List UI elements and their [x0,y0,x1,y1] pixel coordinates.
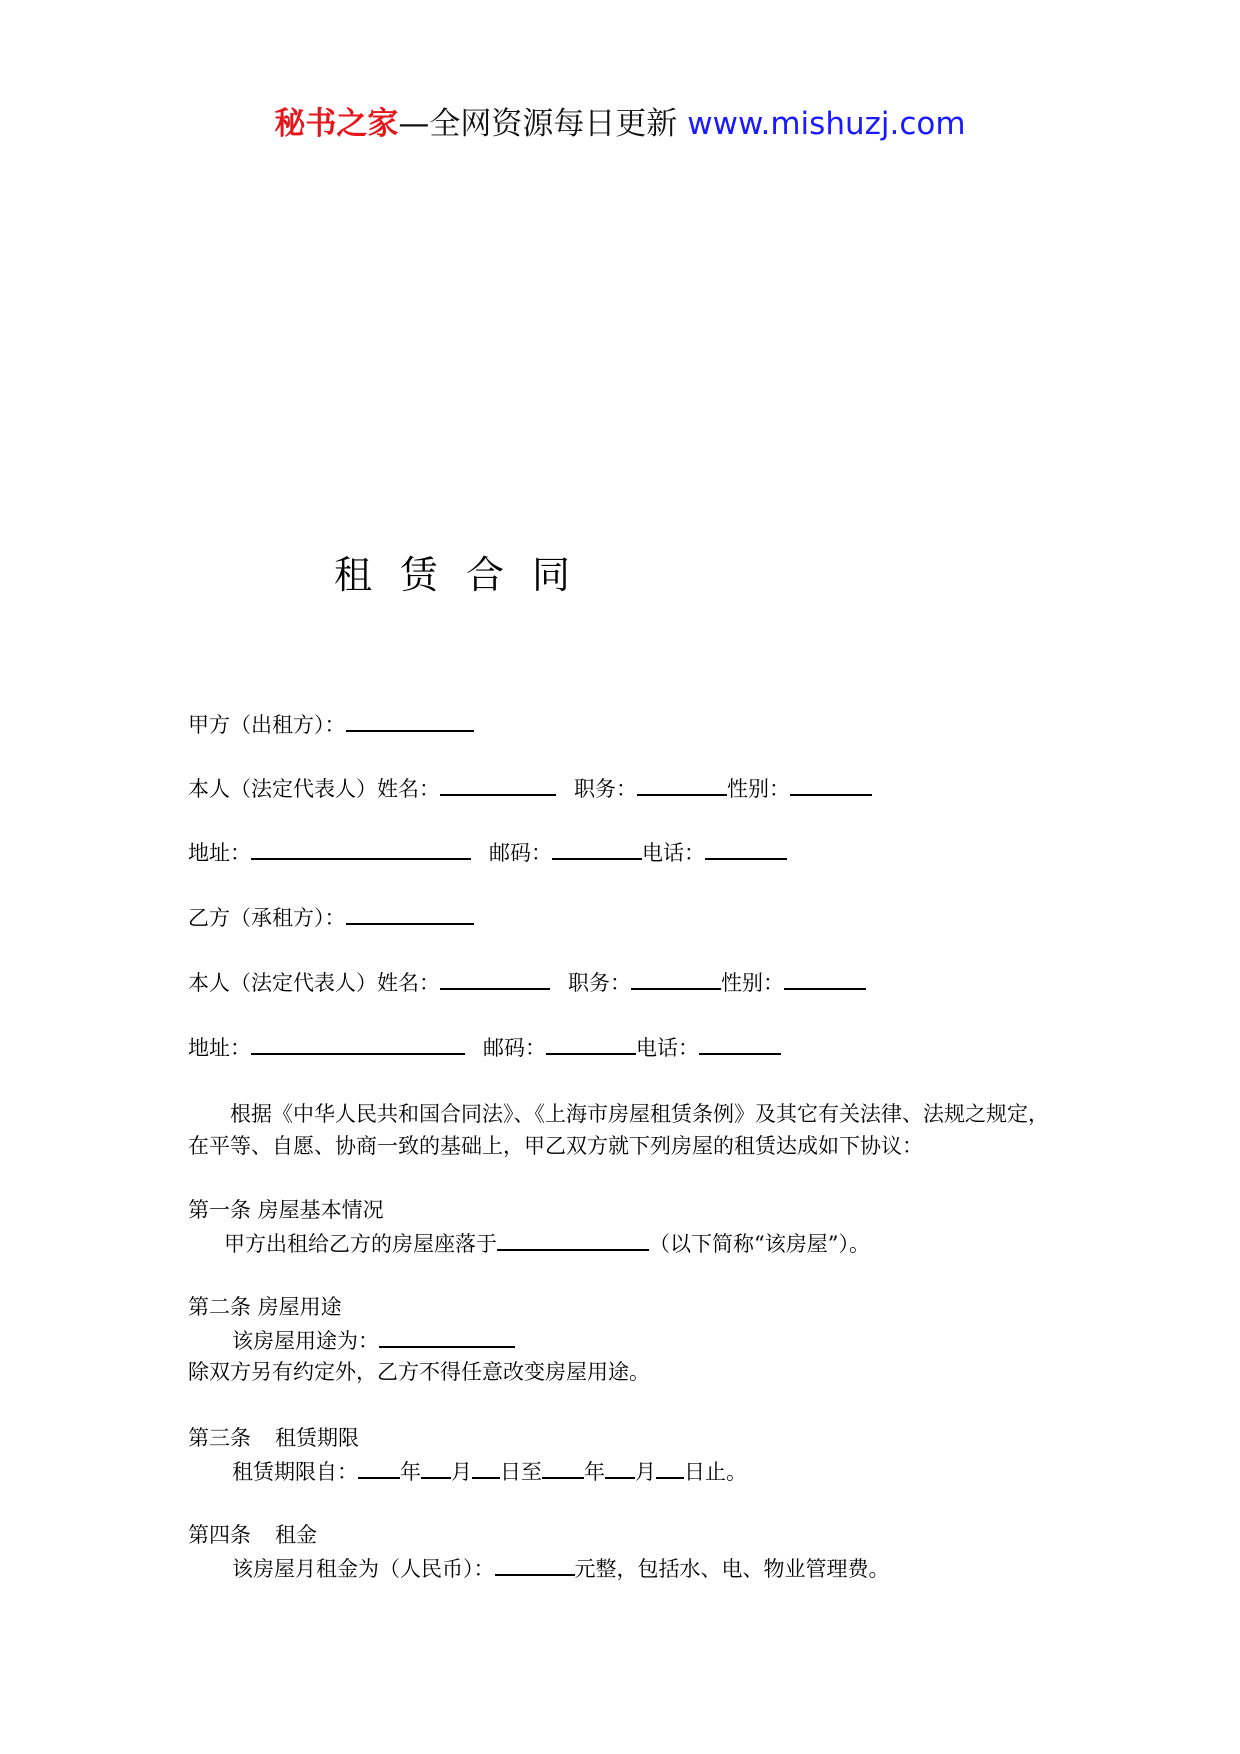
party-a-label: 甲方（出租方）： [188,713,346,737]
party-b-address-line [188,1031,781,1063]
start-year-label: 年 [400,1460,421,1484]
end-day-blank[interactable] [656,1455,684,1479]
party-b-blank[interactable] [346,901,474,925]
party-a-gender-blank[interactable] [790,772,872,796]
end-year-label: 年 [584,1460,605,1484]
end-year-blank[interactable] [542,1455,584,1479]
article1-text-after: （以下简称“该房屋”）。 [649,1232,870,1256]
article2-use-line [232,1324,515,1356]
party-b-phone-label: 电话： [636,1036,699,1060]
party-b-phone-blank[interactable] [699,1031,781,1055]
article1-text-before: 甲方出租给乙方的房屋座落于 [224,1232,497,1256]
party-a-address-blank[interactable] [251,836,471,860]
party-a-position-label: 职务： [574,777,637,801]
end-month-label: 月 [635,1460,656,1484]
term-prefix: 租赁期限自： [232,1460,358,1484]
party-a-address-line [188,836,787,868]
site-url-link[interactable]: www.mishuzj.com [687,106,966,142]
party-a-rep-line [188,772,872,804]
party-a-postcode-blank[interactable] [552,836,642,860]
party-b-name-blank[interactable] [440,966,550,990]
start-day-blank[interactable] [472,1455,500,1479]
location-blank[interactable] [497,1227,649,1251]
site-slogan: —全网资源每日更新 [398,106,688,142]
party-b-line [188,901,474,933]
party-a-address-label: 地址： [188,841,251,865]
party-b-postcode-label: 邮码： [483,1036,546,1060]
party-a-phone-label: 电话： [642,841,705,865]
party-b-name-label: 本人（法定代表人）姓名： [188,971,440,995]
site-brand: 秘书之家 [274,106,399,142]
party-a-blank[interactable] [346,708,474,732]
site-header [0,102,1240,146]
article4-rent-line [232,1552,890,1584]
party-a-postcode-label: 邮码： [489,841,552,865]
article2-heading: 第二条 房屋用途 [188,1295,342,1319]
article1-heading: 第一条 房屋基本情况 [188,1198,384,1222]
article4-heading-title: 租金 [275,1523,317,1547]
rent-suffix: 元整，包括水、电、物业管理费。 [574,1557,890,1581]
end-month-blank[interactable] [605,1455,635,1479]
party-b-gender-label: 性别： [721,971,784,995]
article3-heading-title: 租赁期限 [275,1426,359,1450]
party-a-phone-blank[interactable] [705,836,787,860]
party-b-position-label: 职务： [568,971,631,995]
article3-heading [188,1423,359,1453]
party-a-position-blank[interactable] [637,772,727,796]
use-blank[interactable] [379,1324,515,1348]
party-a-name-blank[interactable] [440,772,556,796]
article4-heading [188,1520,317,1550]
party-b-position-blank[interactable] [631,966,721,990]
rent-amount-blank[interactable] [495,1552,575,1576]
rent-prefix: 该房屋月租金为（人民币）： [232,1557,495,1581]
article4-heading-no: 第四条 [188,1523,251,1547]
start-month-blank[interactable] [421,1455,451,1479]
start-month-label: 月 [451,1460,472,1484]
article3-term-line [232,1455,747,1487]
party-b-rep-line [188,966,866,998]
start-year-blank[interactable] [358,1455,400,1479]
party-b-gender-blank[interactable] [784,966,866,990]
party-a-gender-label: 性别： [727,777,790,801]
article1-text [224,1227,870,1259]
party-b-address-blank[interactable] [251,1031,465,1055]
party-b-label: 乙方（承租方）： [188,906,346,930]
article3-heading-no: 第三条 [188,1426,251,1450]
article2-note: 除双方另有约定外，乙方不得任意改变房屋用途。 [188,1360,650,1384]
document-title: 租赁合同 [334,553,599,597]
article2-use-label: 该房屋用途为： [232,1329,379,1353]
party-b-address-label: 地址： [188,1036,251,1060]
end-day-label: 日止。 [684,1460,747,1484]
start-day-label: 日至 [500,1460,542,1484]
party-b-postcode-blank[interactable] [546,1031,636,1055]
party-a-line [188,708,474,740]
party-a-name-label: 本人（法定代表人）姓名： [188,777,440,801]
preamble-paragraph: 根据《中华人民共和国合同法》、《上海市房屋租赁条例》及其它有关法律、法规之规定，在平等、自愿、协商一致的基础上，甲乙双方就下列房屋的租赁达成如下协议： [188,1102,1049,1158]
